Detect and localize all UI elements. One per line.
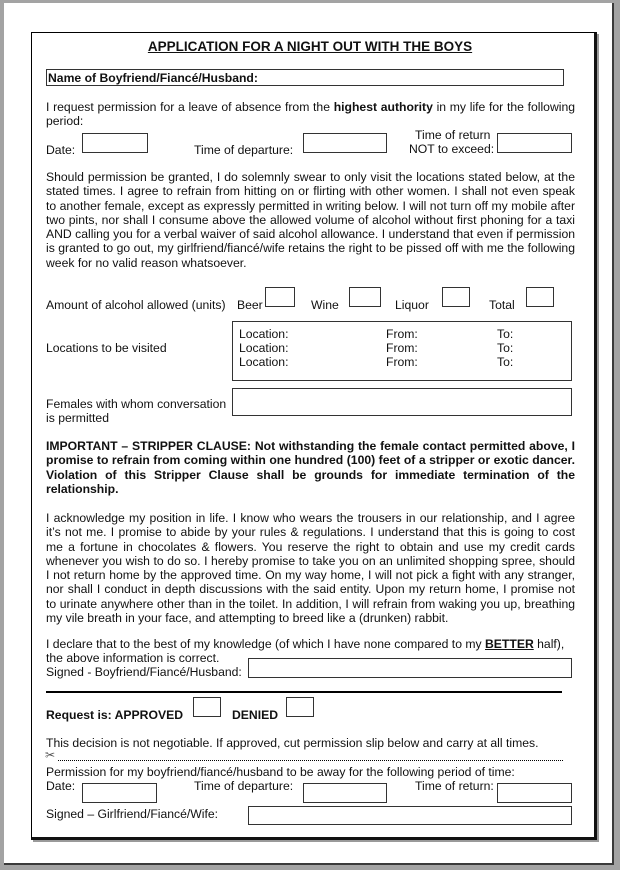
from-label: From:: [386, 355, 418, 369]
name-field-label: Name of Boyfriend/Fiancé/Husband:: [48, 71, 258, 85]
slip-date-label: Date:: [46, 779, 76, 793]
date-label: Date:: [46, 143, 76, 157]
alcohol-label: Amount of alcohol allowed (units): [46, 298, 226, 312]
to-label: To:: [497, 327, 514, 341]
liquor-label: Liquor: [395, 298, 429, 312]
signed-husband-label: Signed - Boyfriend/Fiancé/Husband:: [46, 665, 242, 679]
wine-field[interactable]: [349, 287, 381, 307]
slip-intro: Permission for my boyfriend/fiancé/husband to be away for the following period of time:: [46, 765, 515, 779]
request-text: I request permission for a leave of absence from the highest authority in my life for the following period:: [46, 100, 576, 129]
total-label: Total: [489, 298, 515, 312]
beer-label: Beer: [237, 298, 263, 312]
signed-wife-field[interactable]: [248, 806, 572, 825]
acknowledge-paragraph: I acknowledge my position in life. I know who wears the trousers in our relationship, and I agree it’s not me. I promise to abide by your rules & regulations. I understand that this is going to cost me a fortune in chocolates & flowers. You reserve the right to obtain and use my credit cards whenever you wish to do so. I hereby promise to take you on an unlimited shopping spree, should I not return home by the approved time. On my way home, I will not pick a fight with any stranger, nor shall I conduct in depth discussions with the said entity. Upon my return home, I promise not to urinate anywhere other than in the toilet. In addition, I will refrain from waking you up, breathing my vile breath in your face, and attempting to breed like a (drunken) rabbit.: [46, 511, 575, 626]
females-label-line2: is permitted: [46, 411, 109, 425]
beer-field[interactable]: [265, 287, 295, 307]
declaration-text: I declare that to the best of my knowledge (of which I have none compared to my BETTER half),: [46, 637, 565, 651]
scissors-icon: ✂: [45, 748, 56, 762]
return-label-line1: Time of return: [415, 128, 491, 142]
page-title: APPLICATION FOR A NIGHT OUT WITH THE BOYS: [147, 39, 473, 54]
divider: [46, 691, 562, 693]
departure-field[interactable]: [303, 133, 387, 153]
oath-paragraph: Should permission be granted, I do solemnly swear to only visit the locations stated below, at the stated times. I agree to refrain from hitting on or flirting with other women. I shall not even speak to another female, except as expressly permitted in writing below. I will not turn off my mobile after two pints, nor shall I consume above the allowed volume of alcohol without first phoning for a taxi AND calling you for a verbal waiver of said alcohol allowance. I understand that even if permission is granted to go out, my girlfriend/fiancé/wife retains the right to be pissed off with me the following week for no valid reason whatsoever.: [46, 170, 575, 270]
stripper-clause: IMPORTANT – STRIPPER CLAUSE: Not withstanding the female contact permitted above, I promise to refrain from coming within one hundred (100) feet of a stripper or exotic dancer. Violation of this Stripper Clause shall be grounds for immediate termination of the relationship.: [46, 439, 575, 496]
date-field[interactable]: [82, 133, 148, 153]
slip-return-field[interactable]: [497, 783, 572, 803]
return-field[interactable]: [497, 133, 572, 153]
females-field[interactable]: [232, 388, 572, 416]
denied-checkbox[interactable]: [286, 697, 314, 717]
to-label: To:: [497, 341, 514, 355]
cut-line: [58, 760, 563, 761]
signed-wife-label: Signed – Girlfriend/Fiancé/Wife:: [46, 807, 219, 821]
signed-husband-field[interactable]: [248, 658, 572, 678]
wine-label: Wine: [311, 298, 339, 312]
slip-departure-field[interactable]: [303, 783, 387, 803]
denied-label: DENIED: [232, 708, 279, 722]
total-field[interactable]: [526, 287, 554, 307]
name-field[interactable]: [46, 69, 564, 86]
females-label-line1: Females with whom conversation: [46, 397, 227, 411]
request-approved-label: Request is: APPROVED: [46, 708, 184, 722]
location-label: Location:: [239, 327, 289, 341]
location-label: Location:: [239, 355, 289, 369]
declaration-line2: the above information is correct.: [46, 651, 220, 665]
from-label: From:: [386, 341, 418, 355]
decision-note: This decision is not negotiable. If approved, cut permission slip below and carry at all times.: [46, 736, 539, 750]
locations-field[interactable]: [232, 321, 572, 381]
from-label: From:: [386, 327, 418, 341]
liquor-field[interactable]: [442, 287, 470, 307]
locations-label: Locations to be visited: [46, 341, 167, 355]
return-label-line2: NOT to exceed:: [409, 142, 495, 156]
slip-departure-label: Time of departure:: [194, 779, 294, 793]
slip-date-field[interactable]: [82, 783, 157, 803]
location-label: Location:: [239, 341, 289, 355]
slip-return-label: Time of return:: [415, 779, 494, 793]
departure-label: Time of departure:: [194, 143, 294, 157]
approved-checkbox[interactable]: [193, 697, 221, 717]
to-label: To:: [497, 355, 514, 369]
